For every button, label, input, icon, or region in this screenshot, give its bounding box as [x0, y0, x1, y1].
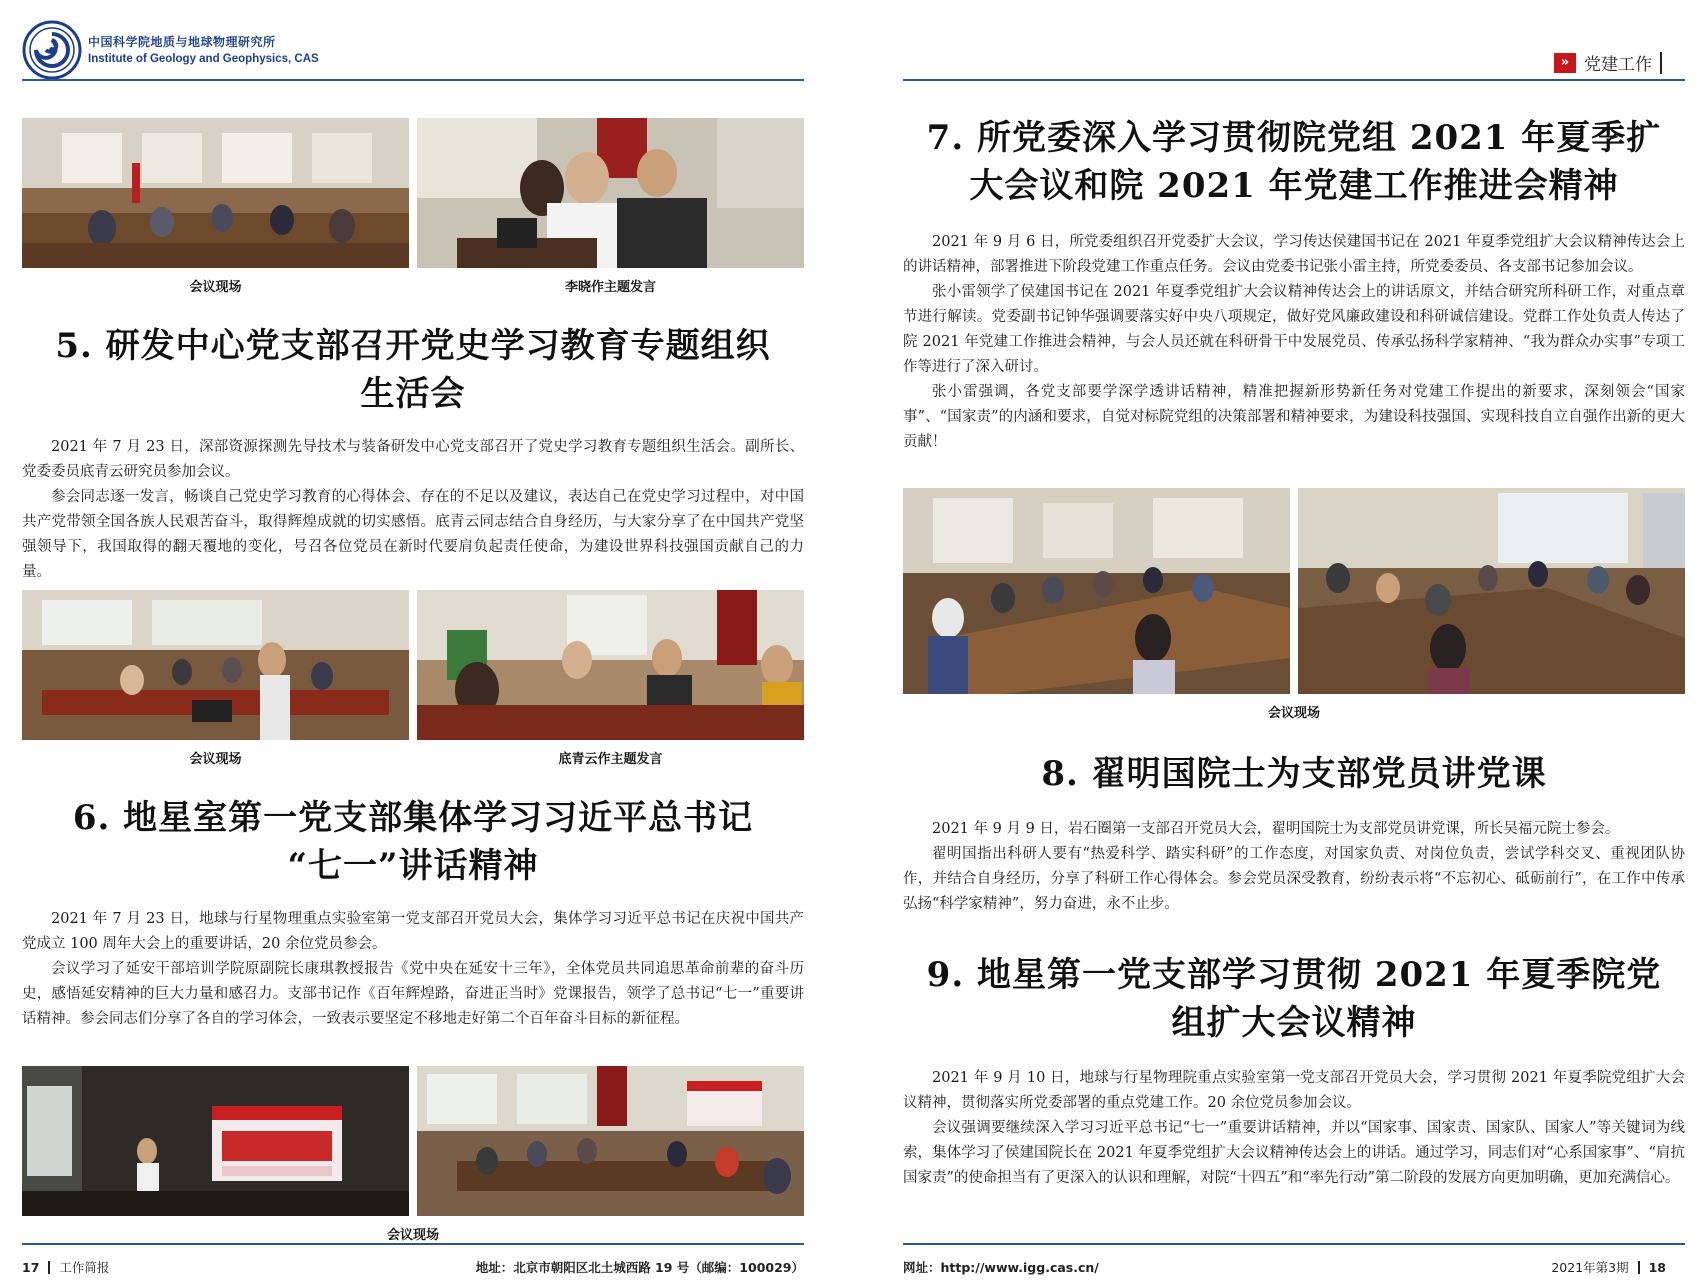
speaker-di-qingyun-photo: [417, 590, 804, 740]
section-bar: [1660, 52, 1662, 74]
photo-caption: 会议现场: [1267, 706, 1320, 721]
article-7-title: [903, 114, 1685, 210]
paragraph: 翟明国指出科研人要有“热爱科学、踏实科研”的工作态度，对国家负责、对岗位负责，尝试学科交叉、重视团队协作，并结合自身经历，分享了科研工作心得体会。参会党员深受教育，纷纷表示将“不忘初心、砥砺前行”，在工作中传承弘扬“科学家精神”，努力奋进，永不止步。: [903, 846, 1685, 912]
right-page: [870, 0, 1700, 1285]
double-chevron-icon: »: [1554, 53, 1576, 73]
article-8-title: 8. 翟明国院士为支部党员讲党课: [1041, 754, 1547, 794]
presentation-photo: [22, 1066, 409, 1216]
section-label: 党建工作: [1584, 55, 1652, 75]
meeting-room-photo: [22, 118, 409, 268]
header-rule: [903, 79, 1685, 81]
article-6-title: [22, 794, 804, 890]
article-9-title: [903, 951, 1685, 1047]
photo-caption: 会议现场: [189, 752, 242, 767]
paragraph: 会议强调要继续深入学习习近平总书记“七一”重要讲话精神，并以“国家事、国家责、国家队、国家人”等关键词为线索，集体学习了侯建国院长在 2021 年夏季党组扩大会议精神传达会上的讲话。通过学习，同志们对“心系国家事”、“肩抗国家责”的使命担当有了更深入的认识和理解，对院“十四五”和“率先行动”第二阶段的发展方向更加明确，更加充满信心。: [903, 1120, 1685, 1186]
paragraph: 张小雷强调，各党支部要学深学透讲话精神，精准把握新形势新任务对党建工作提出的新要求，深刻领会“国家事”、“国家责”的内涵和要求，自觉对标院党组的决策部署和精神要求，为建设科技强国、实现科技自立自强作出新的更大贡献！: [903, 384, 1685, 450]
left-page: [0, 0, 830, 1285]
article-title-line: 7. 所党委深入学习贯彻院党组 2021 年夏季扩: [926, 118, 1662, 158]
article-title-line: 9. 地星第一党支部学习贯彻 2021 年夏季院党: [926, 955, 1662, 995]
article-8-body: [903, 817, 1685, 917]
issue-label: 2021年第3期: [1551, 1260, 1629, 1275]
paragraph: 2021 年 9 月 9 日，岩石圈第一支部召开党员大会，翟明国院士为支部党员讲党课，所长吴福元院士参会。: [932, 821, 1620, 837]
footer-left: [22, 1258, 109, 1276]
meeting-room-photo: [1298, 488, 1685, 694]
footer-rule: [22, 1243, 804, 1245]
paragraph: 2021 年 7 月 23 日，地球与行星物理重点实验室第一党支部召开党员大会，集体学习习近平总书记在庆祝中国共产党成立 100 周年大会上的重要讲话，20 余位党员参会。: [22, 911, 804, 952]
article-title-line: “七一”讲话精神: [287, 846, 539, 886]
article-title-line: 大会议和院 2021 年党建工作推进会精神: [969, 166, 1619, 206]
speaker-li-xiao-photo: [417, 118, 804, 268]
article-title-line: 生活会: [360, 374, 466, 414]
org-name: [88, 33, 319, 65]
meeting-room-photo: [903, 488, 1290, 694]
paragraph: 2021 年 9 月 6 日，所党委组织召开党委扩大会议，学习传达侯建国书记在 2021 年夏季党组扩大会议精神传达会上的讲话精神，部署推进下阶段党建工作重点任务。会议由党委书记张小雷主持，所党委委员、各支部书记参加会议。: [903, 234, 1685, 275]
footer-divider: [1638, 1261, 1640, 1274]
article-7-body: [903, 230, 1685, 455]
footer-right: [1551, 1258, 1666, 1276]
org-name-cn: 中国科学院地质与地球物理研究所: [88, 35, 276, 49]
article-title-line: 5. 研发中心党支部召开党史学习教育专题组织: [55, 326, 771, 366]
photo-caption: 底青云作主题发言: [558, 752, 663, 767]
page-number: 18: [1648, 1260, 1666, 1275]
meeting-room-photo: [22, 590, 409, 740]
photo-caption: 李晓作主题发言: [564, 280, 656, 295]
article-title-line: 组扩大会议精神: [1171, 1003, 1417, 1043]
paragraph: 参会同志逐一发言，畅谈自己党史学习教育的心得体会、存在的不足以及建议，表达自己在党史学习过程中，对中国共产党带领全国各族人民艰苦奋斗，取得辉煌成就的切实感悟。底青云同志结合自身经历，与大家分享了在中国共产党坚强领导下，我国取得的翻天覆地的变化，号召各位党员在新时代要肩负起责任使命，为建设世界科技强国贡献自己的力量。: [22, 489, 804, 580]
article-9-body: [903, 1066, 1685, 1191]
footer-divider: [48, 1261, 50, 1274]
paragraph: 2021 年 7 月 23 日，深部资源探测先导技术与装备研发中心党支部召开了党史学习教育专题组织生活会。副所长、党委委员底青云研究员参加会议。: [22, 439, 804, 480]
paragraph: 张小雷领学了侯建国书记在 2021 年夏季党组扩大会议精神传达会上的讲话原文，并结合研究所科研工作，对重点章节进行解读。党委副书记钟华强调要落实好中央八项规定，做好党风廉政建设和科研诚信建设。党群工作处负责人传达了院 2021 年党建工作推进会精神，与会人员还就在科研骨干中发展党员、传承弘扬科学家精神、“我为群众办实事”专项工作等进行了深入研讨。: [903, 284, 1685, 375]
article-5-title: [22, 322, 804, 418]
footer-website: 网址：http://www.igg.cas.cn/: [903, 1260, 1099, 1275]
igg-logo: [22, 20, 82, 80]
footer-address: 地址：北京市朝阳区北土城西路 19 号（邮编：100029）: [475, 1260, 804, 1275]
footer-rule: [903, 1243, 1685, 1245]
article-title-line: 6. 地星室第一党支部集体学习习近平总书记: [72, 798, 754, 838]
meeting-room-photo: [417, 1066, 804, 1216]
paragraph: 会议学习了延安干部培训学院原副院长康琪教授报告《党中央在延安十三年》，全体党员共同追思革命前辈的奋斗历史，感悟延安精神的巨大力量和感召力。支部书记作《百年辉煌路，奋进正当时》党课报告，领学了总书记“七一”重要讲话精神。参会同志们分享了各自的学习体会，一致表示要坚定不移地走好第二个百年奋斗目标的新征程。: [22, 961, 804, 1027]
header-rule: [22, 79, 804, 81]
photo-caption: 会议现场: [189, 280, 242, 295]
article-6-body: [22, 907, 804, 1032]
article-5-body: [22, 435, 804, 585]
section-tag: [1554, 50, 1662, 75]
publication-name: 工作简报: [59, 1260, 110, 1275]
page-number: 17: [22, 1260, 40, 1275]
org-name-en: Institute of Geology and Geophysics, CAS: [88, 53, 319, 65]
paragraph: 2021 年 9 月 10 日，地球与行星物理院重点实验室第一党支部召开党员大会，学习贯彻 2021 年夏季院党组扩大会议精神，贯彻落实所党委部署的重点党建工作。20 余位党员参加会议。: [903, 1070, 1685, 1111]
photo-caption: 会议现场: [386, 1228, 439, 1243]
